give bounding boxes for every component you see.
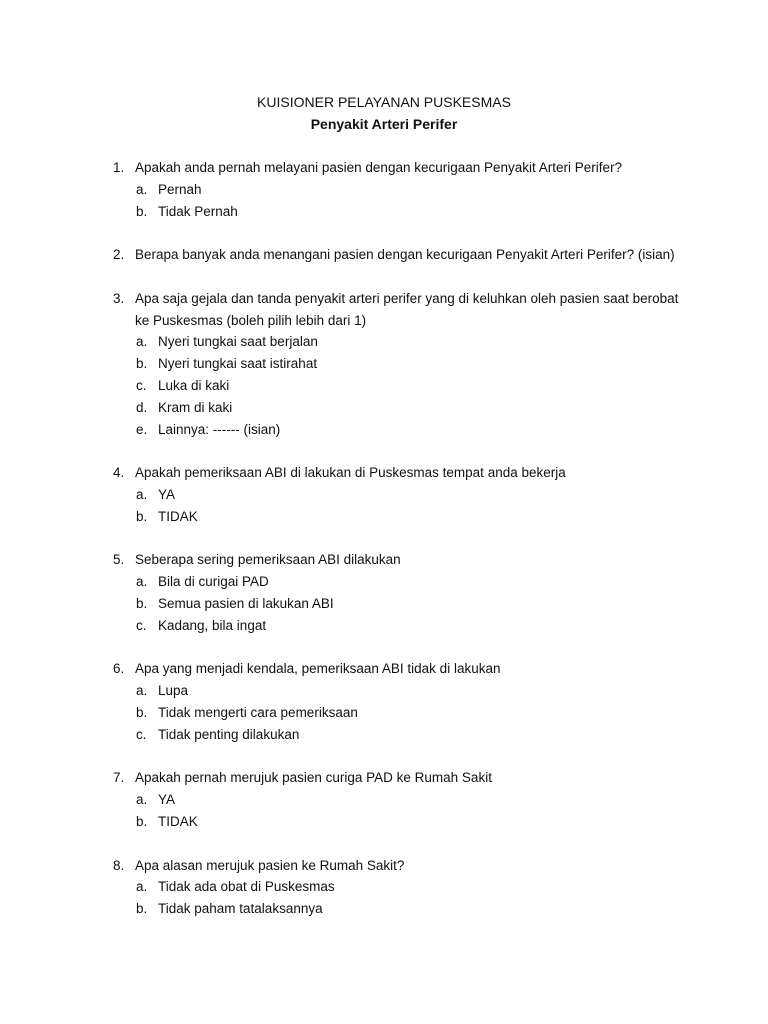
option-item bbox=[0, 353, 768, 375]
option-letter: a. bbox=[136, 181, 148, 197]
option-letter: a. bbox=[136, 879, 148, 895]
option-list bbox=[0, 571, 768, 636]
question-list bbox=[0, 157, 768, 942]
option-item bbox=[0, 702, 768, 724]
question-item bbox=[0, 767, 768, 832]
question-item bbox=[0, 157, 768, 222]
question-number: 6. bbox=[113, 661, 125, 677]
question-text: Berapa banyak anda menangani pasien dengan kecurigaan Penyakit Arteri Perifer? (isian) bbox=[135, 247, 675, 263]
option-item bbox=[0, 331, 768, 353]
question-text: Apa saja gejala dan tanda penyakit arteri perifer yang di keluhkan oleh pasien saat berobat ke Puskesmas (boleh pilih lebih dari 1) bbox=[135, 290, 679, 328]
question-number: 4. bbox=[113, 465, 125, 481]
option-text: Tidak penting dilakukan bbox=[158, 726, 300, 742]
option-item bbox=[0, 375, 768, 397]
option-list bbox=[0, 179, 768, 223]
option-text: YA bbox=[158, 792, 176, 808]
option-item bbox=[0, 484, 768, 506]
question-text: Apakah pernah merujuk pasien curiga PAD ke Rumah Sakit bbox=[135, 770, 492, 786]
option-text: YA bbox=[158, 486, 176, 502]
document-title: KUISIONER PELAYANAN PUSKESMAS bbox=[257, 94, 511, 110]
option-text: TIDAK bbox=[158, 813, 198, 829]
option-text: Nyeri tungkai saat istirahat bbox=[158, 356, 318, 372]
option-letter: a. bbox=[136, 334, 148, 350]
question-number: 5. bbox=[113, 552, 125, 568]
option-text: Lupa bbox=[158, 683, 189, 699]
option-text: Pernah bbox=[158, 181, 202, 197]
question-item bbox=[0, 658, 768, 745]
option-item bbox=[0, 571, 768, 593]
option-item bbox=[0, 593, 768, 615]
document-header bbox=[0, 92, 768, 135]
option-text: Kram di kaki bbox=[158, 399, 233, 415]
option-letter: b. bbox=[136, 813, 148, 829]
option-letter: c. bbox=[136, 617, 147, 633]
option-letter: b. bbox=[136, 356, 148, 372]
option-letter: b. bbox=[136, 595, 148, 611]
question-text: Apakah pemeriksaan ABI di lakukan di Puskesmas tempat anda bekerja bbox=[135, 465, 566, 481]
option-text: Luka di kaki bbox=[158, 377, 230, 393]
option-list bbox=[0, 484, 768, 528]
option-item bbox=[0, 179, 768, 201]
option-letter: b. bbox=[136, 508, 148, 524]
question-number: 3. bbox=[113, 290, 125, 306]
option-list bbox=[0, 876, 768, 920]
option-letter: c. bbox=[136, 377, 147, 393]
option-text: Tidak paham tatalaksannya bbox=[158, 901, 323, 917]
question-text: Apakah anda pernah melayani pasien dengan kecurigaan Penyakit Arteri Perifer? bbox=[135, 160, 623, 175]
question-text: Seberapa sering pemeriksaan ABI dilakukan bbox=[135, 552, 401, 568]
option-item bbox=[0, 419, 768, 441]
option-letter: a. bbox=[136, 683, 148, 699]
document-subtitle: Penyakit Arteri Perifer bbox=[310, 116, 458, 132]
question-item bbox=[0, 855, 768, 920]
option-text: Semua pasien di lakukan ABI bbox=[158, 595, 334, 611]
option-letter: e. bbox=[136, 421, 148, 437]
question-number: 2. bbox=[113, 247, 125, 263]
option-item bbox=[0, 680, 768, 702]
option-item bbox=[0, 201, 768, 223]
option-letter: b. bbox=[136, 901, 148, 917]
option-item bbox=[0, 724, 768, 746]
option-text: TIDAK bbox=[158, 508, 198, 524]
option-text: Bila di curigai PAD bbox=[158, 574, 269, 590]
option-item bbox=[0, 615, 768, 637]
option-list bbox=[0, 680, 768, 745]
question-number: 7. bbox=[113, 770, 125, 786]
question-number: 8. bbox=[113, 857, 125, 873]
option-letter: a. bbox=[136, 574, 148, 590]
option-text: Kadang, bila ingat bbox=[158, 617, 267, 633]
option-letter: a. bbox=[136, 792, 148, 808]
option-item bbox=[0, 811, 768, 833]
option-list bbox=[0, 789, 768, 833]
option-item bbox=[0, 397, 768, 419]
option-letter: b. bbox=[136, 203, 148, 219]
question-text: Apa alasan merujuk pasien ke Rumah Sakit? bbox=[135, 857, 405, 873]
question-item bbox=[0, 462, 768, 527]
option-list bbox=[0, 331, 768, 440]
option-item bbox=[0, 506, 768, 528]
option-text: Nyeri tungkai saat berjalan bbox=[158, 334, 318, 350]
option-item bbox=[0, 876, 768, 898]
question-item bbox=[0, 288, 768, 441]
option-text: Tidak ada obat di Puskesmas bbox=[158, 879, 335, 895]
option-letter: d. bbox=[136, 399, 148, 415]
question-number: 1. bbox=[113, 160, 125, 175]
option-text: Tidak mengerti cara pemeriksaan bbox=[158, 704, 358, 720]
option-letter: b. bbox=[136, 704, 148, 720]
option-letter: c. bbox=[136, 726, 147, 742]
question-item bbox=[0, 549, 768, 636]
option-item bbox=[0, 898, 768, 920]
question-item bbox=[0, 244, 768, 266]
option-item bbox=[0, 789, 768, 811]
option-letter: a. bbox=[136, 486, 148, 502]
option-text: Tidak Pernah bbox=[158, 203, 238, 219]
question-text: Apa yang menjadi kendala, pemeriksaan ABI tidak di lakukan bbox=[135, 661, 501, 677]
option-text: Lainnya: ------ (isian) bbox=[158, 421, 281, 437]
